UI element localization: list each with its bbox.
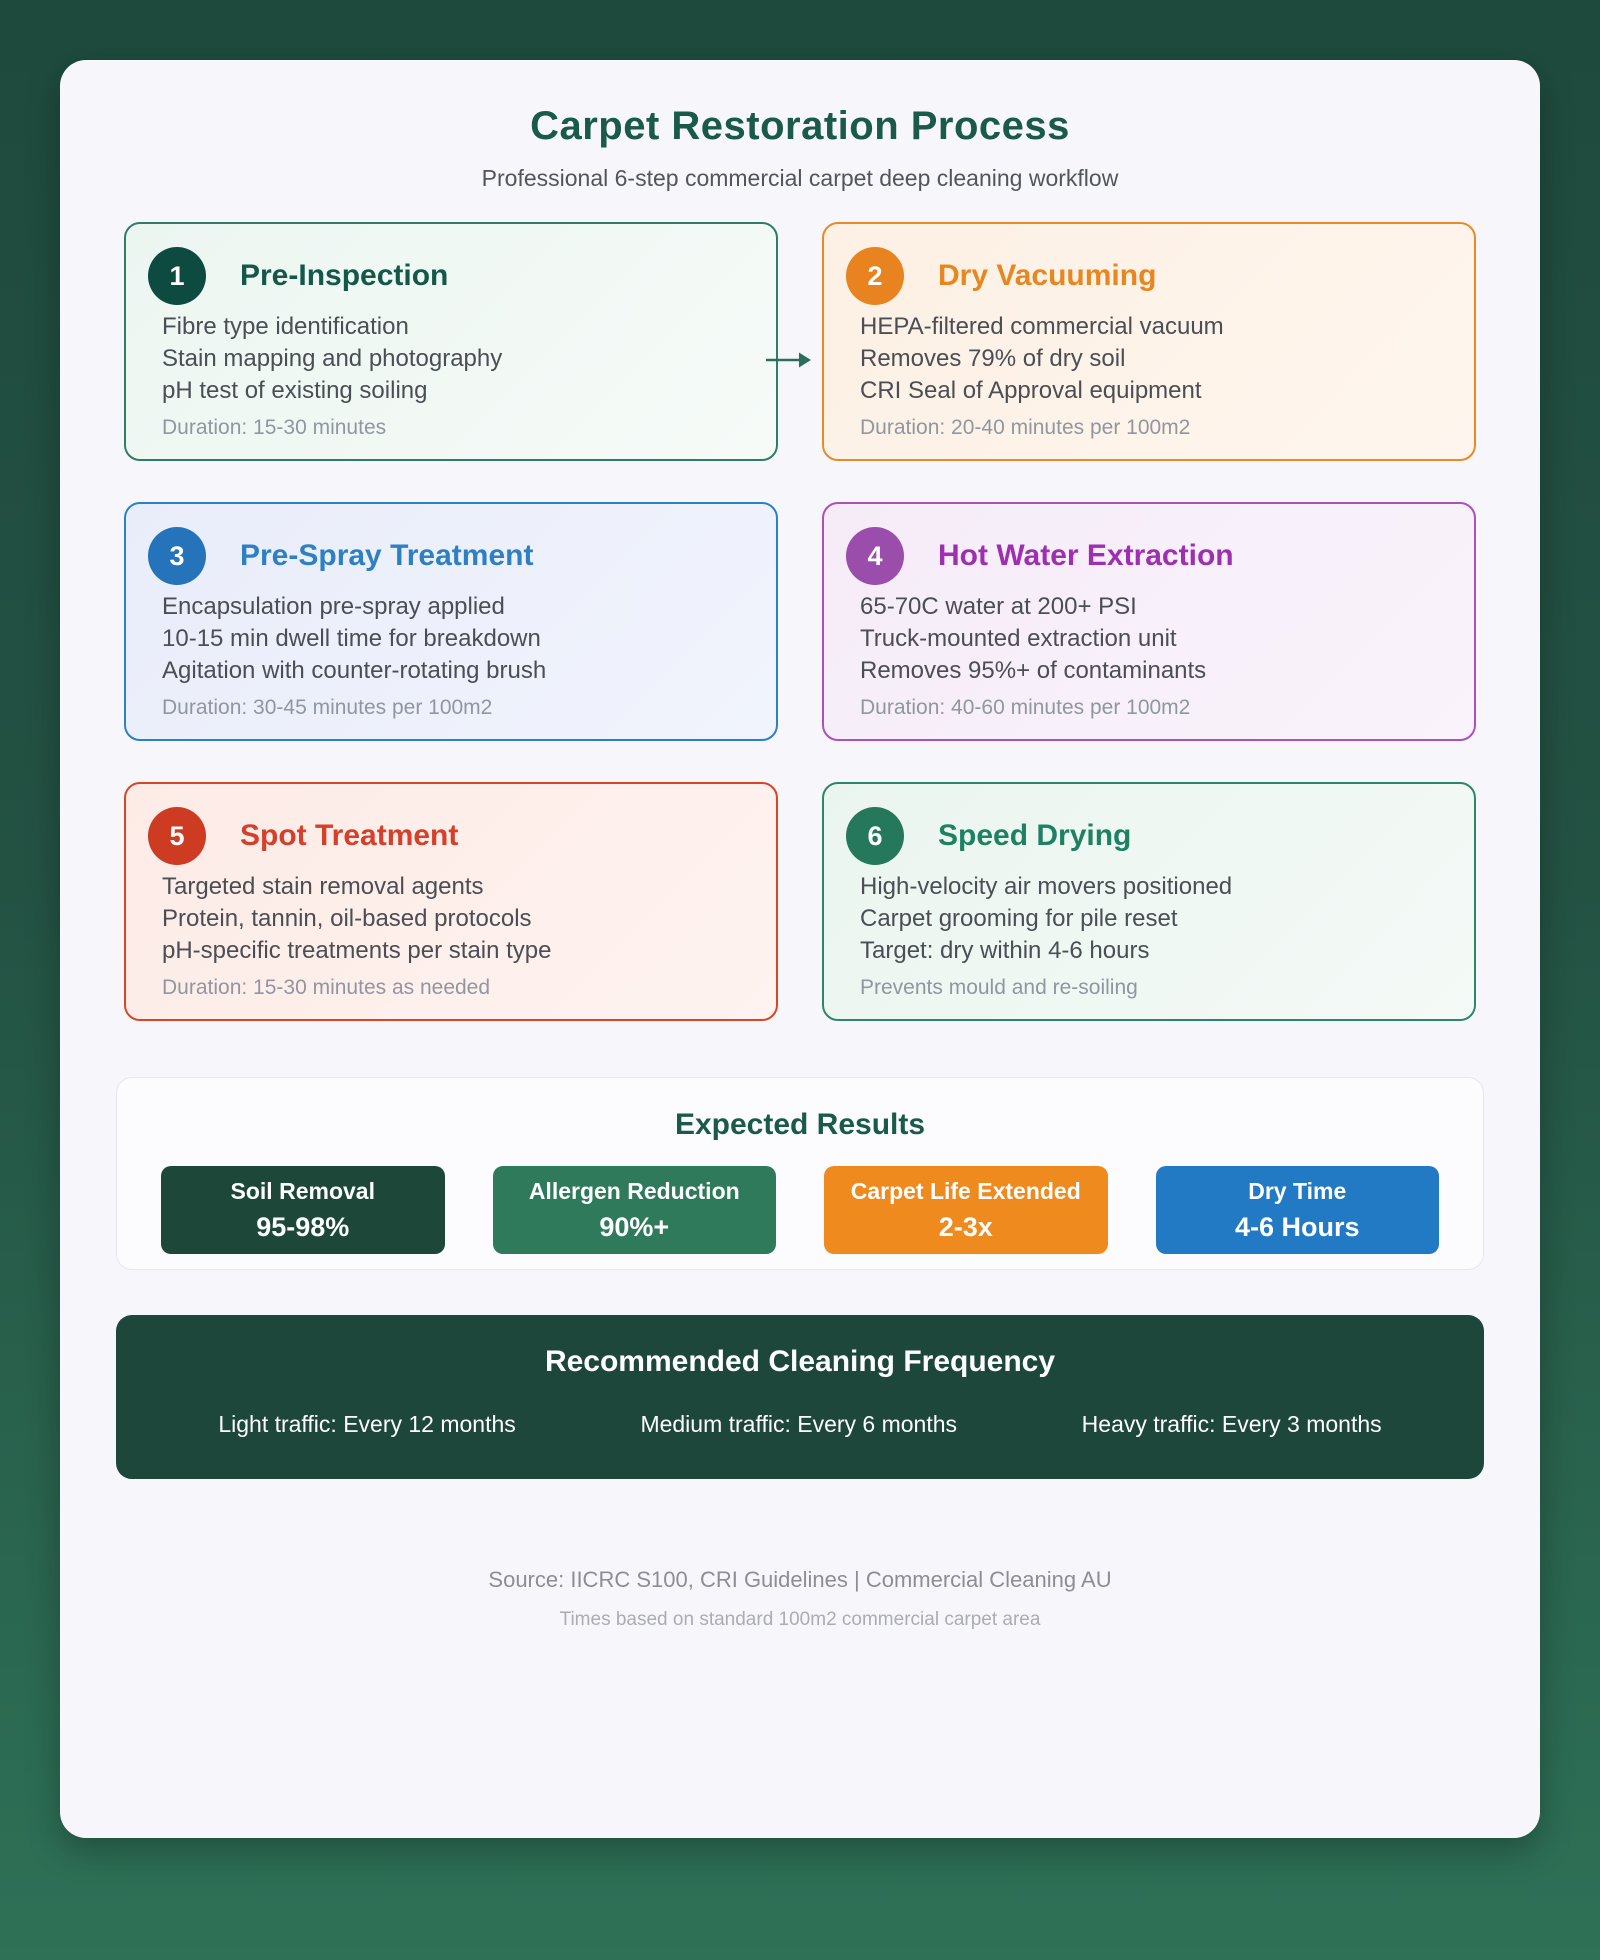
step-number-badge: 1 bbox=[148, 247, 206, 305]
step-detail: Encapsulation pre-spray applied bbox=[162, 593, 505, 620]
result-badge-allergen-reduction bbox=[493, 1166, 777, 1254]
step-detail: Protein, tannin, oil-based protocols bbox=[162, 905, 532, 932]
badge-label: Carpet Life Extended bbox=[850, 1177, 1081, 1204]
badge-value: 90%+ bbox=[599, 1211, 670, 1242]
step-detail: Target: dry within 4-6 hours bbox=[860, 937, 1150, 964]
infographic-panel bbox=[60, 60, 1540, 1838]
step-detail: pH test of existing soiling bbox=[162, 377, 428, 404]
cleaning-frequency-title: Recommended Cleaning Frequency bbox=[544, 1345, 1056, 1378]
step-detail: Carpet grooming for pile reset bbox=[860, 905, 1178, 932]
result-badge-dry-time bbox=[1156, 1166, 1440, 1254]
cleaning-frequency-items bbox=[156, 1411, 1444, 1438]
flow-arrow-icon bbox=[766, 349, 812, 371]
page-title: Carpet Restoration Process bbox=[530, 104, 1070, 148]
step-detail: pH-specific treatments per stain type bbox=[162, 937, 552, 964]
results-badges-row bbox=[161, 1166, 1439, 1254]
badge-value: 95-98% bbox=[256, 1211, 350, 1242]
step-card-speed-drying bbox=[822, 782, 1476, 1021]
step-header bbox=[846, 527, 1438, 585]
step-detail: HEPA-filtered commercial vacuum bbox=[860, 313, 1224, 340]
step-header bbox=[148, 247, 740, 305]
step-duration: Duration: 30-45 minutes per 100m2 bbox=[162, 696, 493, 719]
step-duration: Prevents mould and re-soiling bbox=[860, 976, 1138, 999]
step-card-spot-treatment bbox=[124, 782, 778, 1021]
expected-results-title: Expected Results bbox=[674, 1108, 926, 1141]
step-number-badge: 2 bbox=[846, 247, 904, 305]
step-title: Hot Water Extraction bbox=[938, 539, 1234, 572]
step-title: Pre-Spray Treatment bbox=[240, 539, 534, 572]
step-header bbox=[148, 527, 740, 585]
step-detail: Fibre type identification bbox=[162, 313, 409, 340]
step-detail: Agitation with counter-rotating brush bbox=[162, 657, 547, 684]
step-title: Pre-Inspection bbox=[240, 259, 449, 292]
badge-value: 4-6 Hours bbox=[1234, 1211, 1360, 1242]
result-badge-soil-removal bbox=[161, 1166, 445, 1254]
cleaning-frequency-section bbox=[116, 1315, 1484, 1479]
step-card-hot-water-extraction bbox=[822, 502, 1476, 741]
step-number-badge: 6 bbox=[846, 807, 904, 865]
source-attribution: Source: IICRC S100, CRI Guidelines | Commercial Cleaning AU bbox=[488, 1567, 1112, 1592]
footnote: Times based on standard 100m2 commercial carpet area bbox=[559, 1609, 1041, 1630]
step-detail: Targeted stain removal agents bbox=[162, 873, 484, 900]
frequency-item-light-traffic: Light traffic: Every 12 months bbox=[218, 1411, 516, 1437]
step-duration: Duration: 15-30 minutes bbox=[162, 416, 387, 439]
step-duration: Duration: 40-60 minutes per 100m2 bbox=[860, 696, 1191, 719]
step-number-badge: 4 bbox=[846, 527, 904, 585]
step-title: Spot Treatment bbox=[240, 819, 459, 852]
badge-value: 2-3x bbox=[938, 1211, 993, 1242]
page-subtitle: Professional 6-step commercial carpet deep cleaning workflow bbox=[481, 165, 1119, 191]
step-duration: Duration: 20-40 minutes per 100m2 bbox=[860, 416, 1191, 439]
step-title: Dry Vacuuming bbox=[938, 259, 1157, 292]
step-detail: 10-15 min dwell time for breakdown bbox=[162, 625, 541, 652]
step-detail: Truck-mounted extraction unit bbox=[860, 625, 1177, 652]
step-detail: CRI Seal of Approval equipment bbox=[860, 377, 1202, 404]
step-detail: Removes 95%+ of contaminants bbox=[860, 657, 1207, 684]
badge-label: Allergen Reduction bbox=[528, 1177, 740, 1204]
step-header bbox=[148, 807, 740, 865]
expected-results-section bbox=[116, 1077, 1484, 1270]
step-card-pre-inspection bbox=[124, 222, 778, 461]
step-card-pre-spray-treatment bbox=[124, 502, 778, 741]
result-badge-carpet-life bbox=[824, 1166, 1108, 1254]
step-detail: 65-70C water at 200+ PSI bbox=[860, 593, 1137, 620]
step-duration: Duration: 15-30 minutes as needed bbox=[162, 976, 491, 999]
step-number-badge: 5 bbox=[148, 807, 206, 865]
step-detail: Removes 79% of dry soil bbox=[860, 345, 1126, 372]
step-detail: High-velocity air movers positioned bbox=[860, 873, 1233, 900]
step-header bbox=[846, 807, 1438, 865]
step-number-badge: 3 bbox=[148, 527, 206, 585]
step-detail: Stain mapping and photography bbox=[162, 345, 503, 372]
frequency-item-medium-traffic: Medium traffic: Every 6 months bbox=[640, 1411, 958, 1437]
badge-label: Soil Removal bbox=[230, 1177, 375, 1204]
step-header bbox=[846, 247, 1438, 305]
badge-label: Dry Time bbox=[1248, 1177, 1347, 1204]
steps-grid bbox=[124, 222, 1476, 1021]
step-title: Speed Drying bbox=[938, 819, 1132, 852]
step-card-dry-vacuuming bbox=[822, 222, 1476, 461]
frequency-item-heavy-traffic: Heavy traffic: Every 3 months bbox=[1081, 1411, 1382, 1437]
